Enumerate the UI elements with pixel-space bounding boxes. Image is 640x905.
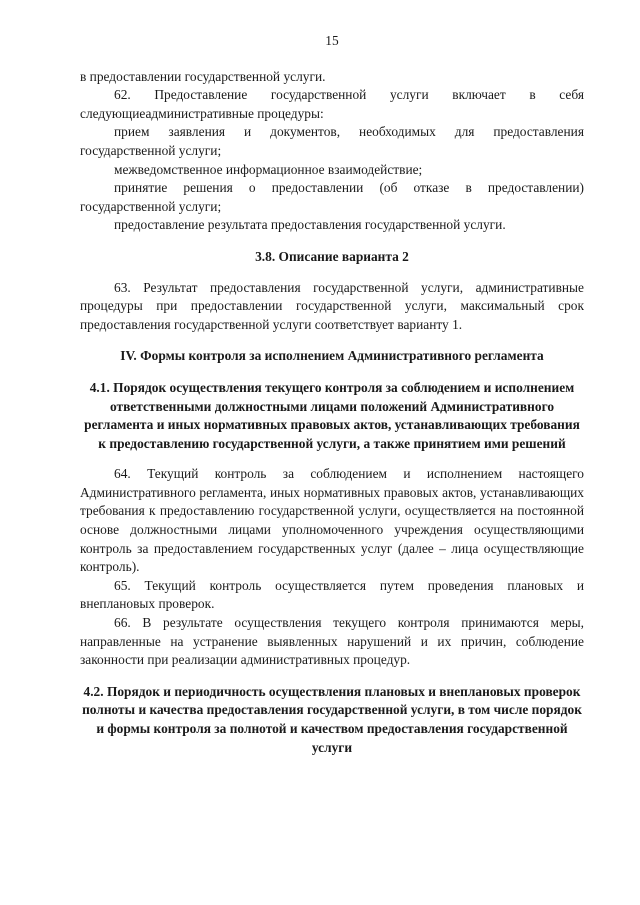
page-number: 15 (325, 33, 339, 48)
paragraph-continuation: в предоставлении государственной услуги. (80, 68, 326, 84)
procedure-item-3: принятие решения о предоставлении (об отказе в предоставлении) государственной услуги; (80, 180, 584, 214)
section-heading-4-2: 4.2. Порядок и периодичность осуществления плановых и внеплановых проверок полноты и качества предоставления государственной услуги, в том числе порядок и формы контроля за полнотой и качеством предоставления государственной услуги (82, 683, 582, 755)
procedure-item-4: предоставление результата предоставления государственной услуги. (114, 217, 506, 233)
section-heading-iv: IV. Формы контроля за исполнением Административного регламента (120, 348, 544, 364)
paragraph-63: 63. Результат предоставления государственной услуги, административные процедуры при предоставлении государственной услуги, максимальный срок предоставления государственной услуги соответствует варианту 1. (80, 279, 584, 332)
paragraph-65: 65. Текущий контроль осуществляется путем проведения плановых и внеплановых проверок. (80, 577, 584, 612)
procedure-item-1: прием заявления и документов, необходимых для предоставления государственной услуги; (80, 124, 584, 158)
document-page (80, 32, 584, 757)
section-heading-3-8: 3.8. Описание варианта 2 (255, 248, 409, 264)
paragraph-66: 66. В результате осуществления текущего контроля принимаются меры, направленные на устранение выявленных нарушений и их причин, соблюдение законности при реализации административных процедур. (80, 615, 584, 668)
procedure-item-2: межведомственное информационное взаимодействие; (114, 161, 423, 177)
paragraph-62: 62. Предоставление государственной услуги включает в себя следующиеадминистративные процедуры: (80, 87, 584, 121)
section-heading-4-1: 4.1. Порядок осуществления текущего контроля за соблюдением и исполнением ответственными должностными лицами положений Административного регламента и иных нормативных правовых актов, устанавливающих требования к предоставлению государственной услуги, а также принятием ими решений (84, 379, 580, 451)
paragraph-64: 64. Текущий контроль за соблюдением и исполнением настоящего Административного регламента, иных нормативных правовых актов, устанавливающих требования к предоставлению государственной услуги, осуществляется на постоянной основе должностными лицами уполномоченного учреждения осуществляющими контроль за предоставлением государственных услуг (далее – лица осуществляющие контроль). (80, 466, 584, 575)
